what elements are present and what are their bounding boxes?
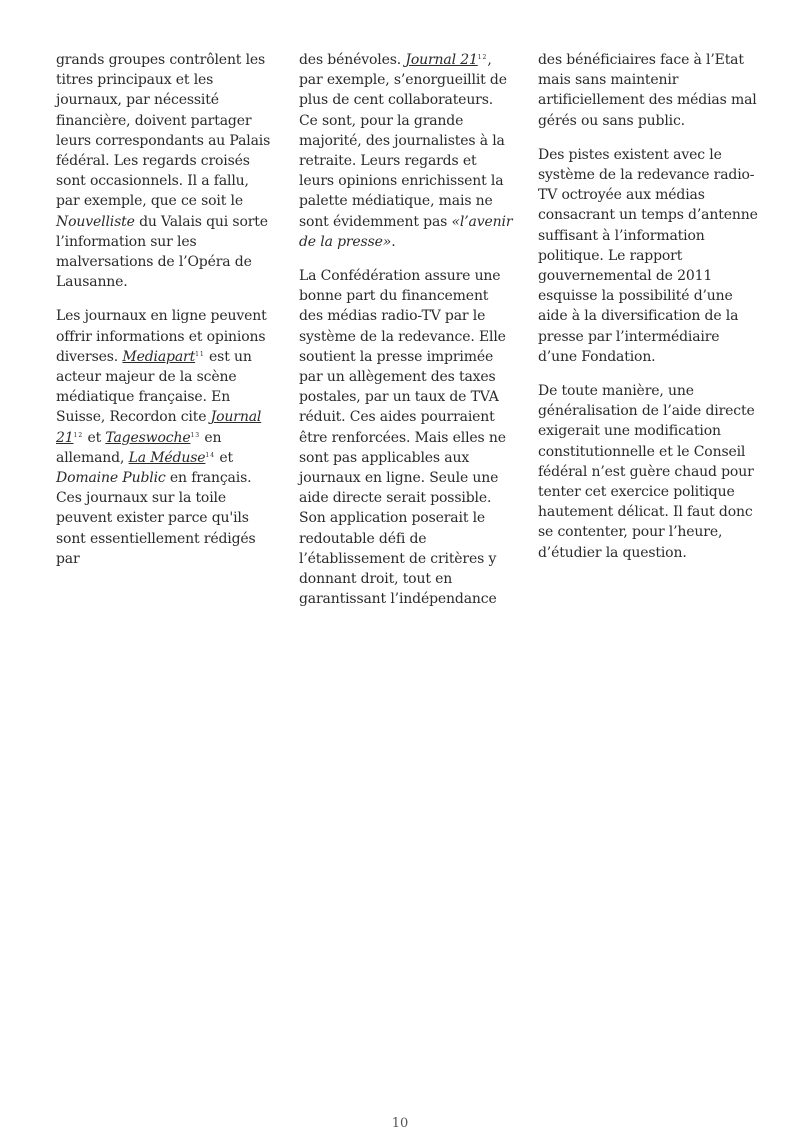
- text-run: et: [215, 449, 233, 466]
- text-run: est un acteur majeur de la scène médiatique française. En Suisse, Recordon cite: [56, 348, 252, 426]
- text-run: en allemand,: [56, 429, 222, 466]
- newspaper-title: Nouvelliste: [56, 213, 135, 230]
- text-column-1: [56, 50, 274, 583]
- footnote-ref[interactable]: 12: [73, 431, 84, 439]
- footnote-ref[interactable]: 12: [477, 54, 488, 61]
- quotation: «l’avenir de la presse»: [299, 213, 513, 250]
- footnote-ref[interactable]: 11: [195, 350, 205, 358]
- newspaper-title: Domaine Public: [56, 470, 166, 487]
- paragraph: Des pistes existent avec le système de la redevance radio-TV octroyée aux médias consacrant un temps d’antenne suffisant à l’information politique. Le rapport gouvernemental de 2011 esquisse la possibilité d’une aide à la diversification de la presse par l’intermédiaire d’une Fondation.: [538, 146, 758, 365]
- paragraph: La Confédération assure une bonne part du financement des médias radio-TV par le système de la redevance. Elle soutient la presse imprimée par un allègement des taxes postales, par un taux de TVA réduit. Ces aides pourraient être renforcées. Mais elles ne sont pas applicables aux journaux en ligne. Seule une aide directe serait possible. Son application poserait le redoutable défi de l’établissement de critères y donnant droit, tout en garantissant l’indépendance: [299, 268, 506, 608]
- footnote-ref[interactable]: 14: [205, 451, 216, 459]
- text-run: .: [391, 233, 396, 250]
- text-column-3: [538, 50, 758, 577]
- paragraph: des bénéficiaires face à l’Etat mais sans maintenir artificiellement des médias mal gérés ou sans public.: [538, 52, 757, 129]
- text-run: et: [83, 429, 106, 446]
- link-tageswoche[interactable]: Tageswoche: [105, 429, 191, 446]
- footnote-ref[interactable]: 13: [190, 431, 201, 439]
- text-column-2: [299, 50, 513, 623]
- text-run: en français. Ces journaux sur la toile peuvent exister parce qu'ils sont essentiellement rédigés par: [56, 470, 256, 567]
- text-run: des bénévoles.: [299, 52, 406, 68]
- link-journal-21[interactable]: Journal 21: [405, 52, 478, 68]
- paragraph: [299, 50, 513, 252]
- page-number: 10: [391, 1116, 409, 1131]
- text-run: , par exemple, s’enorgueillit de plus de cent collaborateurs. Ce sont, pour la grande majorité, des journalistes à la retraite. Leurs regards et leurs opinions enrichissent la palette médiatique, mais ne sont évidemment pas: [299, 52, 507, 230]
- text-run: grands groupes contrôlent les titres principaux et les journaux, par nécessité financière, doivent partager leurs correspondants au Palais fédéral. Les regards croisés sont occasionnels. Il a fallu, par exemple, que ce soit le: [56, 52, 271, 210]
- text-run: du Valais qui sorte l’information sur les malversations de l’Opéra de Lausanne.: [56, 213, 268, 291]
- paragraph: [56, 50, 274, 292]
- link-journal-21[interactable]: Journal 21: [56, 409, 262, 446]
- paragraph: [56, 306, 274, 569]
- paragraph: De toute manière, une généralisation de l’aide directe exigerait une modification constitutionnelle et le Conseil fédéral n’est guère chaud pour tenter cet exercice politique hautement délicat. Il faut donc se contenter, pour l’heure, d’étudier la question.: [538, 383, 755, 561]
- link-la-meduse[interactable]: La Méduse: [128, 449, 206, 466]
- text-run: Les journaux en ligne peuvent offrir informations et opinions diverses.: [56, 308, 267, 365]
- link-mediapart[interactable]: Mediapart: [122, 348, 196, 365]
